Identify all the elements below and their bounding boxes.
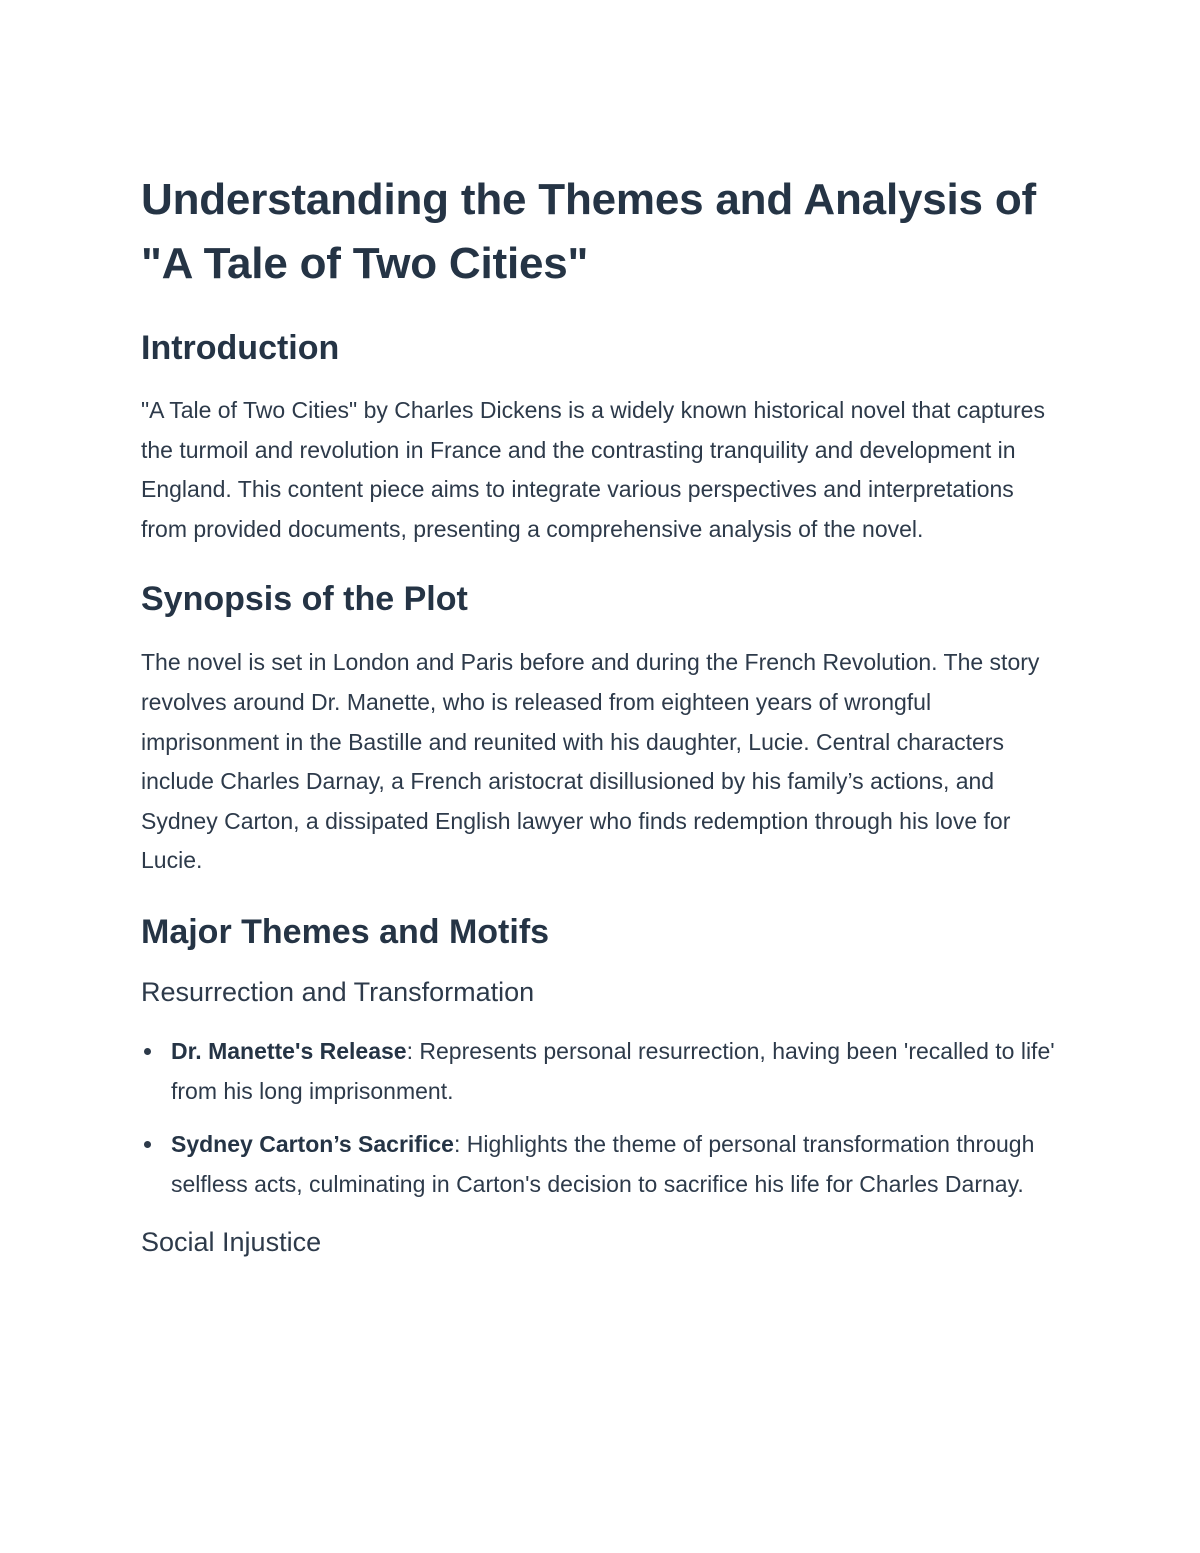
bullet-icon <box>144 1141 151 1148</box>
bullet-icon <box>144 1048 151 1055</box>
section-heading-introduction: Introduction <box>141 329 340 367</box>
list-item <box>141 1032 1061 1111</box>
section-heading-synopsis: Synopsis of the Plot <box>141 580 468 619</box>
section-heading-themes: Major Themes and Motifs <box>141 912 550 951</box>
subheading-resurrection: Resurrection and Transformation <box>141 976 535 1007</box>
document-title: Understanding the Themes and Analysis of "A Tale of Two Cities" <box>141 175 1036 288</box>
list-item-text: : Highlights the theme of personal transformation through selfless acts, culminating in Carton's decision to sacrifice his life for Charles Darnay. <box>171 1131 1035 1197</box>
list-item-term: Sydney Carton’s Sacrifice <box>171 1131 454 1158</box>
list-item-text: : Represents personal resurrection, having been 'recalled to life' from his long imprisonment. <box>171 1037 1055 1104</box>
introduction-paragraph: "A Tale of Two Cities" by Charles Dickens is a widely known historical novel that captures the turmoil and revolution in France and the contrasting tranquility and development in England. This content piece aims to integrate various perspectives and interpretations from provided documents, presenting a comprehensive analysis of the novel. <box>141 397 1045 542</box>
list-item-term: Dr. Manette's Release <box>171 1037 407 1064</box>
resurrection-list <box>141 1032 1061 1204</box>
synopsis-paragraph: The novel is set in London and Paris before and during the French Revolution. The story revolves around Dr. Manette, who is released from eighteen years of wrongful imprisonment in the Bastille and reunited with his daughter, Lucie. Central characters include Charles Darnay, a French aristocrat disillusioned by his family’s actions, and Sydney Carton, a dissipated English lawyer who finds redemption through his love for Lucie. <box>141 649 1040 874</box>
list-item <box>141 1125 1061 1204</box>
document-page <box>141 168 1061 1260</box>
subheading-social-injustice: Social Injustice <box>141 1227 322 1258</box>
